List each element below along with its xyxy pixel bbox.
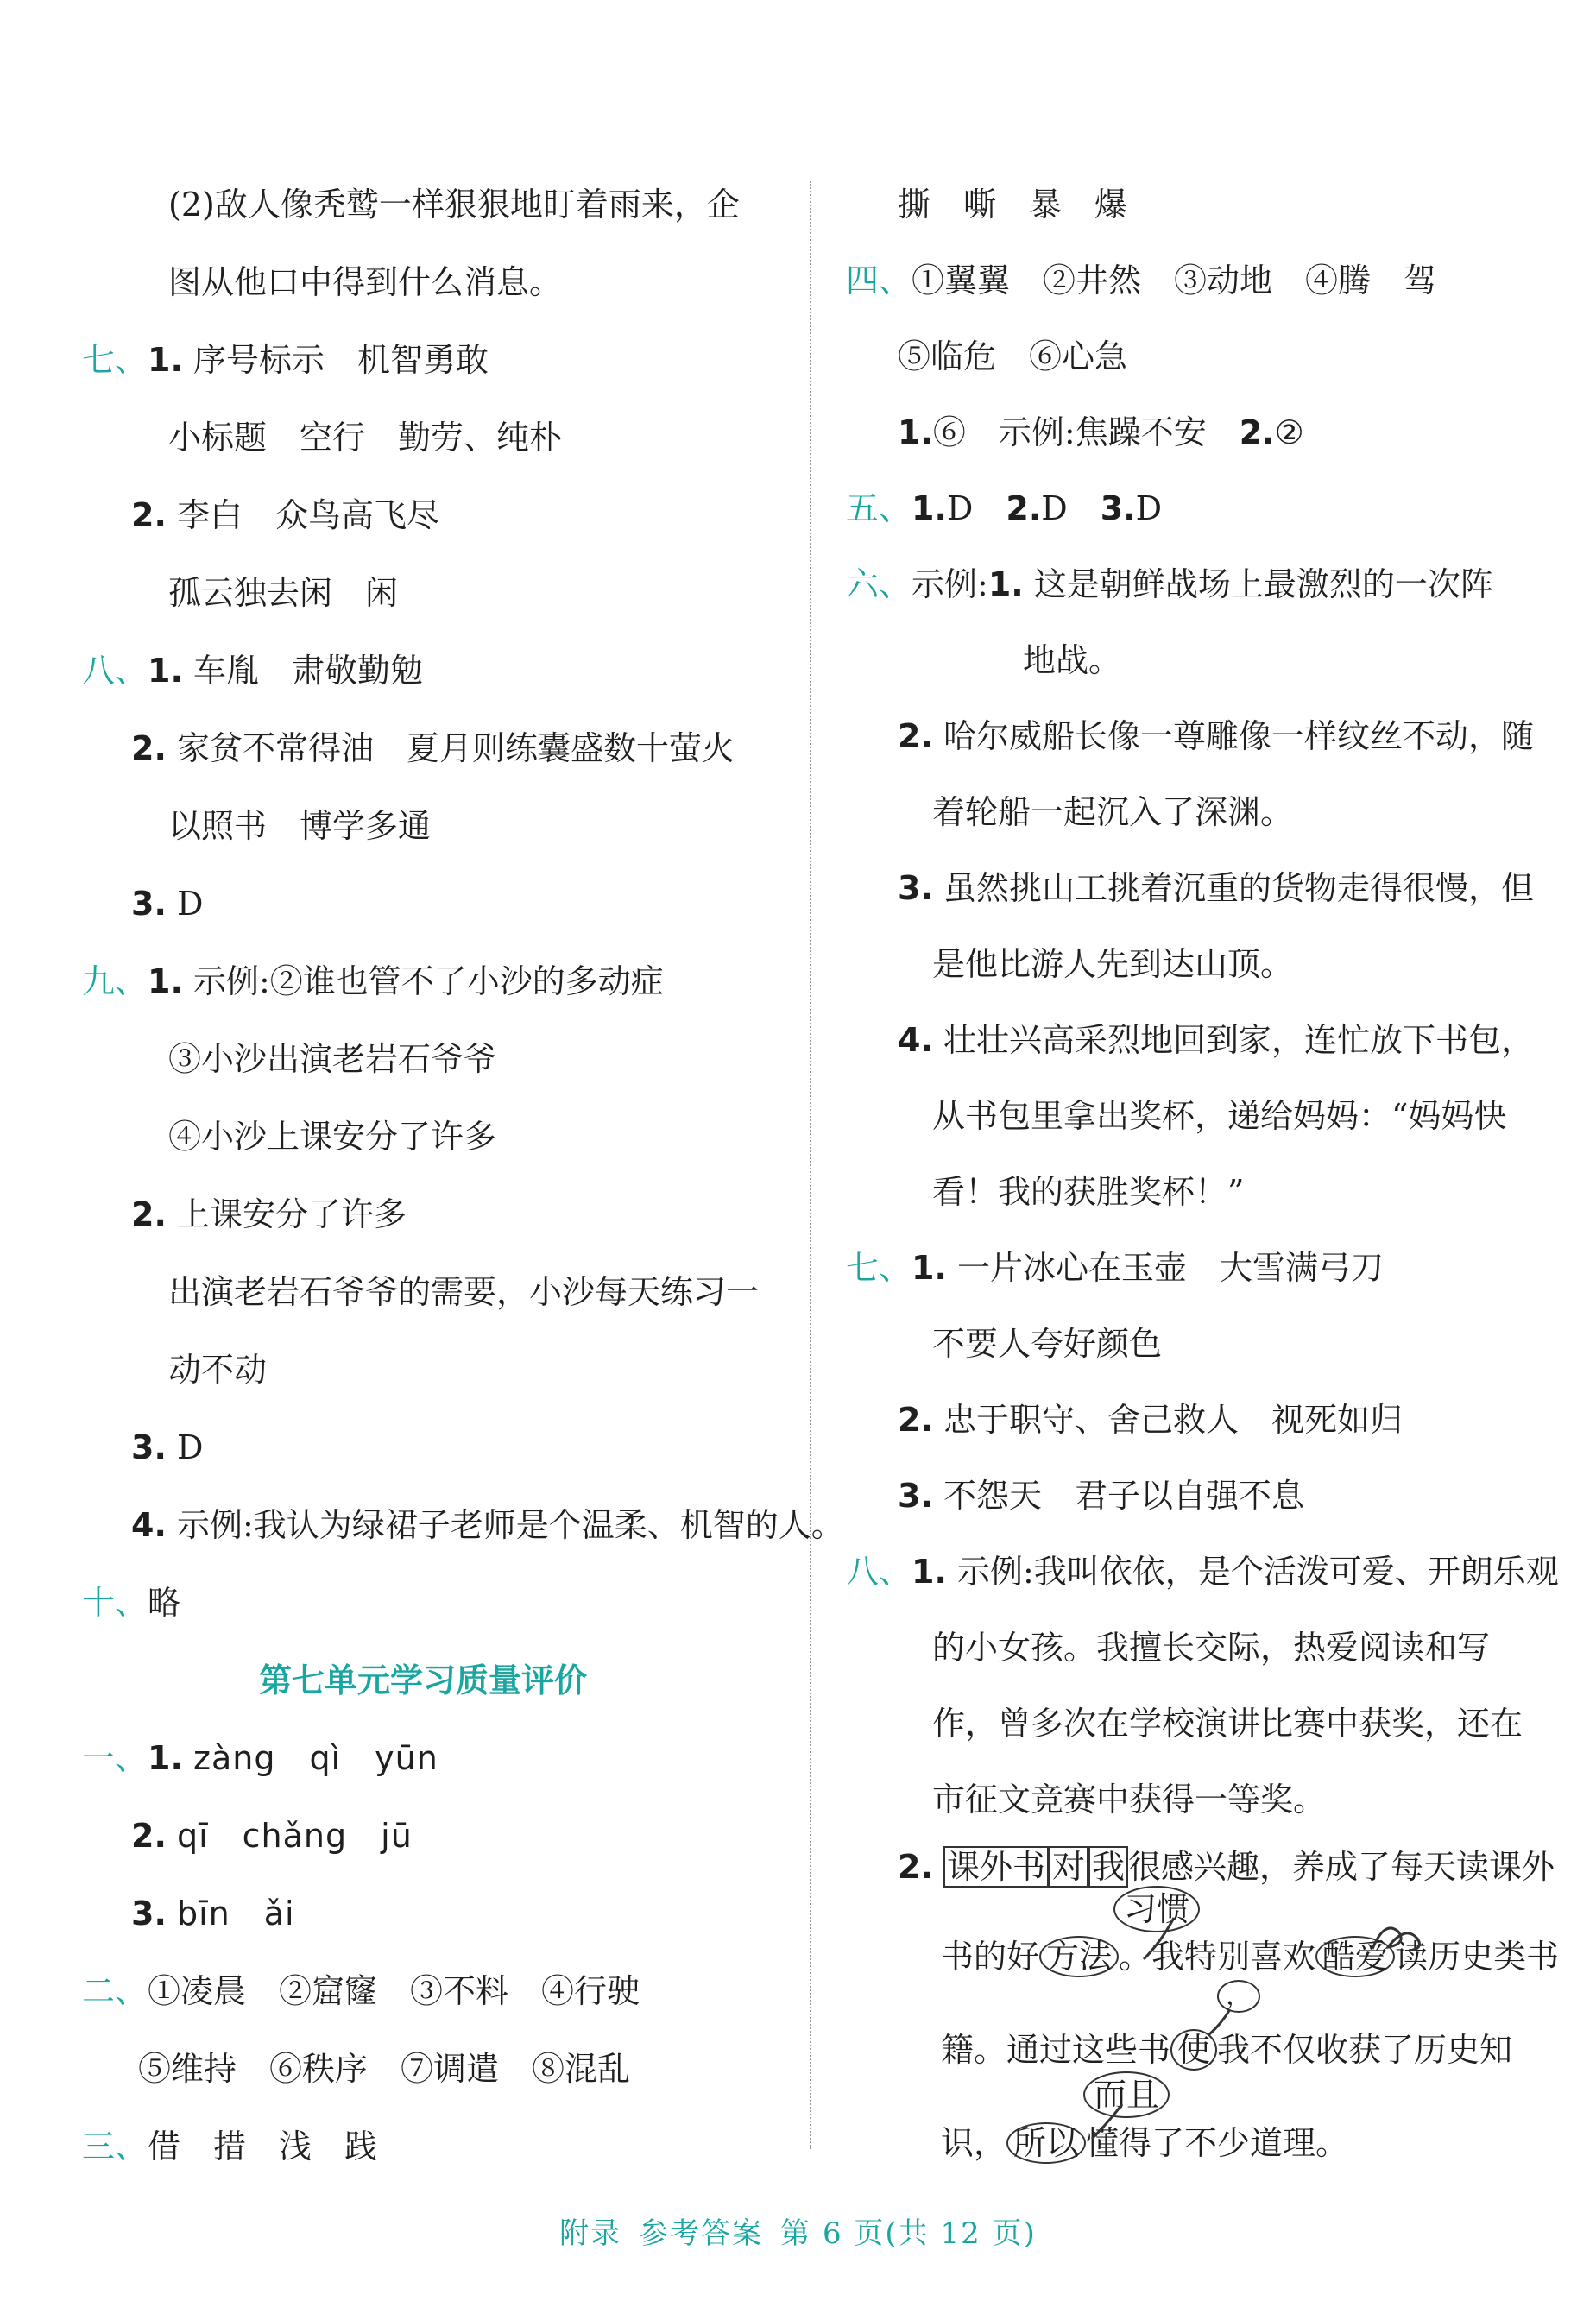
footer-answers: 参考答案 bbox=[639, 2216, 764, 2251]
answer-text: D bbox=[176, 885, 204, 923]
text-line: 撕 嘶 暴 爆 bbox=[898, 186, 1128, 224]
section-8 bbox=[82, 649, 423, 692]
section-number: 七、 bbox=[82, 341, 148, 379]
text-line bbox=[131, 882, 203, 925]
item-number: 2. bbox=[898, 1848, 933, 1886]
section-number: 八、 bbox=[846, 1553, 912, 1591]
item-number: 2. bbox=[131, 496, 167, 534]
section-9 bbox=[82, 960, 664, 1003]
text-line: 看！我的获胜奖杯！” bbox=[932, 1173, 1245, 1211]
inserted-word: 而且 bbox=[1083, 2071, 1170, 2118]
item-number: 2. bbox=[1006, 489, 1042, 527]
edit-line-3 bbox=[941, 2028, 1512, 2071]
section-number: 五、 bbox=[846, 489, 912, 527]
edit-line-4 bbox=[941, 2121, 1348, 2165]
answer-text: 。我特别喜欢 bbox=[1119, 1938, 1316, 1976]
item-number: 1. bbox=[148, 962, 183, 1000]
item-number: 2. bbox=[131, 729, 167, 767]
item-number: 1. bbox=[912, 489, 947, 527]
answer-text: 壮壮兴高采烈地回到家，连忙放下书包， bbox=[943, 1021, 1534, 1059]
answer-text: 示例: bbox=[912, 565, 988, 603]
section-number: 一、 bbox=[82, 1739, 148, 1777]
text-line bbox=[131, 1504, 844, 1547]
item-number: 3. bbox=[898, 1477, 933, 1515]
section-8-right bbox=[846, 1550, 1559, 1593]
section-number: 八、 bbox=[82, 652, 148, 690]
text-line: 地战。 bbox=[1023, 641, 1122, 679]
text-line bbox=[131, 1426, 203, 1469]
text-line bbox=[898, 867, 1534, 910]
section-number: 四、 bbox=[846, 262, 912, 299]
answer-text: 很感兴趣，养成了每天读课外 bbox=[1128, 1848, 1555, 1886]
text-line bbox=[898, 1018, 1534, 1062]
circled-text: 方法 bbox=[1039, 1936, 1119, 1977]
text-line: 图从他口中得到什么消息。 bbox=[168, 263, 563, 301]
text-line bbox=[898, 1398, 1403, 1441]
text-line bbox=[131, 727, 735, 770]
section-10 bbox=[82, 1581, 180, 1624]
answer-text: 不怨天 君子以自强不息 bbox=[943, 1477, 1304, 1515]
pinyin-text: qī chǎng jū bbox=[176, 1817, 413, 1855]
text-line bbox=[131, 1193, 407, 1236]
item-number: 1. bbox=[987, 565, 1024, 603]
answer-text: 这是朝鲜战场上最激烈的一次阵 bbox=[1033, 565, 1493, 603]
text-line: (2)敌人像秃鹫一样狠狠地盯着雨来，企 bbox=[168, 186, 740, 224]
text-line: 动不动 bbox=[168, 1351, 268, 1389]
inserted-word: 习惯 bbox=[1113, 1886, 1200, 1932]
answer-text: 我不仅收获了历史知 bbox=[1217, 2031, 1513, 2069]
item-number: 1. bbox=[898, 413, 933, 451]
edit-line-2 bbox=[941, 1935, 1559, 1978]
answer-text: 序号标示 机智勇敢 bbox=[193, 341, 489, 379]
answer-text: 示例:我认为绿裙子老师是个温柔、机智的人。 bbox=[176, 1506, 844, 1544]
text-line bbox=[131, 1814, 413, 1857]
answer-text: ⑥ 示例:焦躁不安 bbox=[932, 413, 1207, 451]
page-footer bbox=[0, 2210, 1596, 2252]
text-line: ④小沙上课安分了许多 bbox=[168, 1118, 497, 1156]
item-number: 1. bbox=[148, 652, 183, 690]
boxed-text: 对 bbox=[1049, 1846, 1088, 1888]
inserted-punctuation: ， bbox=[1217, 1980, 1260, 2013]
section-number: 十、 bbox=[82, 1584, 148, 1622]
section-5 bbox=[846, 487, 1162, 530]
text-line: 从书包里拿出奖杯，递给妈妈：“妈妈快 bbox=[932, 1097, 1507, 1135]
answer-text: 忠于职守、舍己救人 视死如归 bbox=[943, 1401, 1403, 1439]
answer-text: 借 措 浅 践 bbox=[148, 2128, 378, 2165]
answer-text: 读历史类书 bbox=[1395, 1938, 1560, 1976]
footer-page-number: 第 6 页(共 12 页) bbox=[780, 2216, 1037, 2251]
answer-text: 家贫不常得油 夏月则练囊盛数十萤火 bbox=[176, 729, 735, 767]
text-line: ⑤维持 ⑥秩序 ⑦调遣 ⑧混乱 bbox=[138, 2050, 631, 2088]
answer-text: 书的好 bbox=[941, 1938, 1040, 1976]
text-line: 是他比游人先到达山顶。 bbox=[932, 945, 1294, 983]
unit-title: 第七单元学习质量评价 bbox=[259, 1661, 588, 1699]
item-number: 3. bbox=[131, 1894, 167, 1932]
item-number: 4. bbox=[898, 1021, 933, 1059]
boxed-text: 我 bbox=[1088, 1846, 1128, 1888]
section-number: 二、 bbox=[82, 1972, 148, 2010]
unit-section-3 bbox=[82, 2125, 377, 2168]
item-number: 1. bbox=[912, 1553, 947, 1591]
answer-text: ①凌晨 ②窟窿 ③不料 ④行驶 bbox=[148, 1972, 640, 2010]
footer-appendix: 附录 bbox=[559, 2216, 622, 2251]
answer-text: D bbox=[1135, 489, 1163, 527]
text-line bbox=[131, 494, 439, 537]
item-number: 2. bbox=[131, 1817, 167, 1855]
item-number: 1. bbox=[912, 1249, 947, 1287]
item-number: 3. bbox=[131, 1428, 167, 1466]
answer-text: 李白 众鸟高飞尽 bbox=[176, 496, 439, 534]
text-line: 不要人夸好颜色 bbox=[932, 1325, 1163, 1363]
item-number: 3. bbox=[131, 885, 167, 923]
answer-text: 车胤 肃敬勤勉 bbox=[193, 652, 424, 690]
item-number: 4. bbox=[131, 1506, 167, 1544]
section-number: 九、 bbox=[82, 962, 148, 1000]
section-7-right bbox=[846, 1246, 1384, 1289]
text-line: 着轮船一起沉入了深渊。 bbox=[932, 793, 1294, 831]
column-divider bbox=[810, 181, 811, 2149]
answer-text: 虽然挑山工挑着沉重的货物走得很慢，但 bbox=[943, 869, 1534, 907]
item-number: 2. bbox=[1239, 413, 1275, 451]
text-line bbox=[898, 1474, 1304, 1517]
answer-text: D bbox=[946, 489, 974, 527]
answer-text: 一片冰心在玉壶 大雪满弓刀 bbox=[957, 1249, 1385, 1287]
circled-text: 所以 bbox=[1006, 2122, 1086, 2164]
text-line: 以照书 博学多通 bbox=[168, 807, 432, 845]
answer-text: 示例:②谁也管不了小沙的多动症 bbox=[193, 962, 664, 1000]
text-line: 的小女孩。我擅长交际，热爱阅读和写 bbox=[932, 1629, 1491, 1667]
item-number: 1. bbox=[148, 341, 183, 379]
answer-text: 懂得了不少道理。 bbox=[1086, 2124, 1349, 2162]
unit-section-1 bbox=[82, 1737, 438, 1780]
text-line: 作，曾多次在学校演讲比赛中获奖，还在 bbox=[932, 1705, 1523, 1743]
section-number: 七、 bbox=[846, 1249, 912, 1287]
answer-text: D bbox=[176, 1428, 204, 1466]
answer-text: 示例:我叫依依，是个活泼可爱、开朗乐观 bbox=[957, 1553, 1559, 1591]
circled-text: 使 bbox=[1170, 2029, 1217, 2071]
text-line: 孤云独去闲 闲 bbox=[168, 574, 399, 612]
answer-text: 哈尔威船长像一尊雕像一样纹丝不动，随 bbox=[943, 717, 1534, 755]
circled-text: 酷爱 bbox=[1315, 1936, 1395, 1977]
item-number: 3. bbox=[898, 869, 933, 907]
item-number: 2. bbox=[131, 1195, 167, 1233]
answer-text: 籍。通过这些书 bbox=[941, 2031, 1171, 2069]
text-line: 出演老岩石爷爷的需要，小沙每天练习一 bbox=[168, 1273, 760, 1311]
edit-line-1 bbox=[898, 1845, 1555, 1888]
section-number: 三、 bbox=[82, 2128, 148, 2165]
section-6 bbox=[846, 563, 1493, 606]
text-line: ③小沙出演老岩石爷爷 bbox=[168, 1040, 497, 1078]
pinyin-text: bīn ǎi bbox=[176, 1894, 295, 1932]
item-number: 1. bbox=[148, 1739, 183, 1777]
text-line bbox=[898, 715, 1534, 758]
text-line: 市征文竞赛中获得一等奖。 bbox=[932, 1781, 1327, 1819]
section-4 bbox=[846, 259, 1436, 302]
text-line: ⑤临危 ⑥心急 bbox=[898, 337, 1128, 375]
text-line bbox=[898, 411, 1304, 454]
unit-section-2 bbox=[82, 1970, 640, 2013]
answer-text: ② bbox=[1274, 413, 1304, 451]
item-number: 2. bbox=[898, 1401, 933, 1439]
answer-text: 略 bbox=[148, 1584, 181, 1622]
answer-text: 识， bbox=[941, 2124, 1007, 2162]
text-line bbox=[131, 1892, 295, 1935]
item-number: 2. bbox=[898, 717, 933, 755]
boxed-text: 课外书 bbox=[943, 1846, 1049, 1888]
answer-text: ①翼翼 ②井然 ③动地 ④腾 驾 bbox=[912, 262, 1437, 299]
section-number: 六、 bbox=[846, 565, 912, 603]
pinyin-text: zàng qì yūn bbox=[193, 1739, 438, 1777]
text-line: 小标题 空行 勤劳、纯朴 bbox=[168, 419, 563, 457]
section-7 bbox=[82, 338, 489, 381]
answer-text: 上课安分了许多 bbox=[176, 1195, 407, 1233]
answer-text: D bbox=[1041, 489, 1068, 527]
item-number: 3. bbox=[1100, 489, 1136, 527]
